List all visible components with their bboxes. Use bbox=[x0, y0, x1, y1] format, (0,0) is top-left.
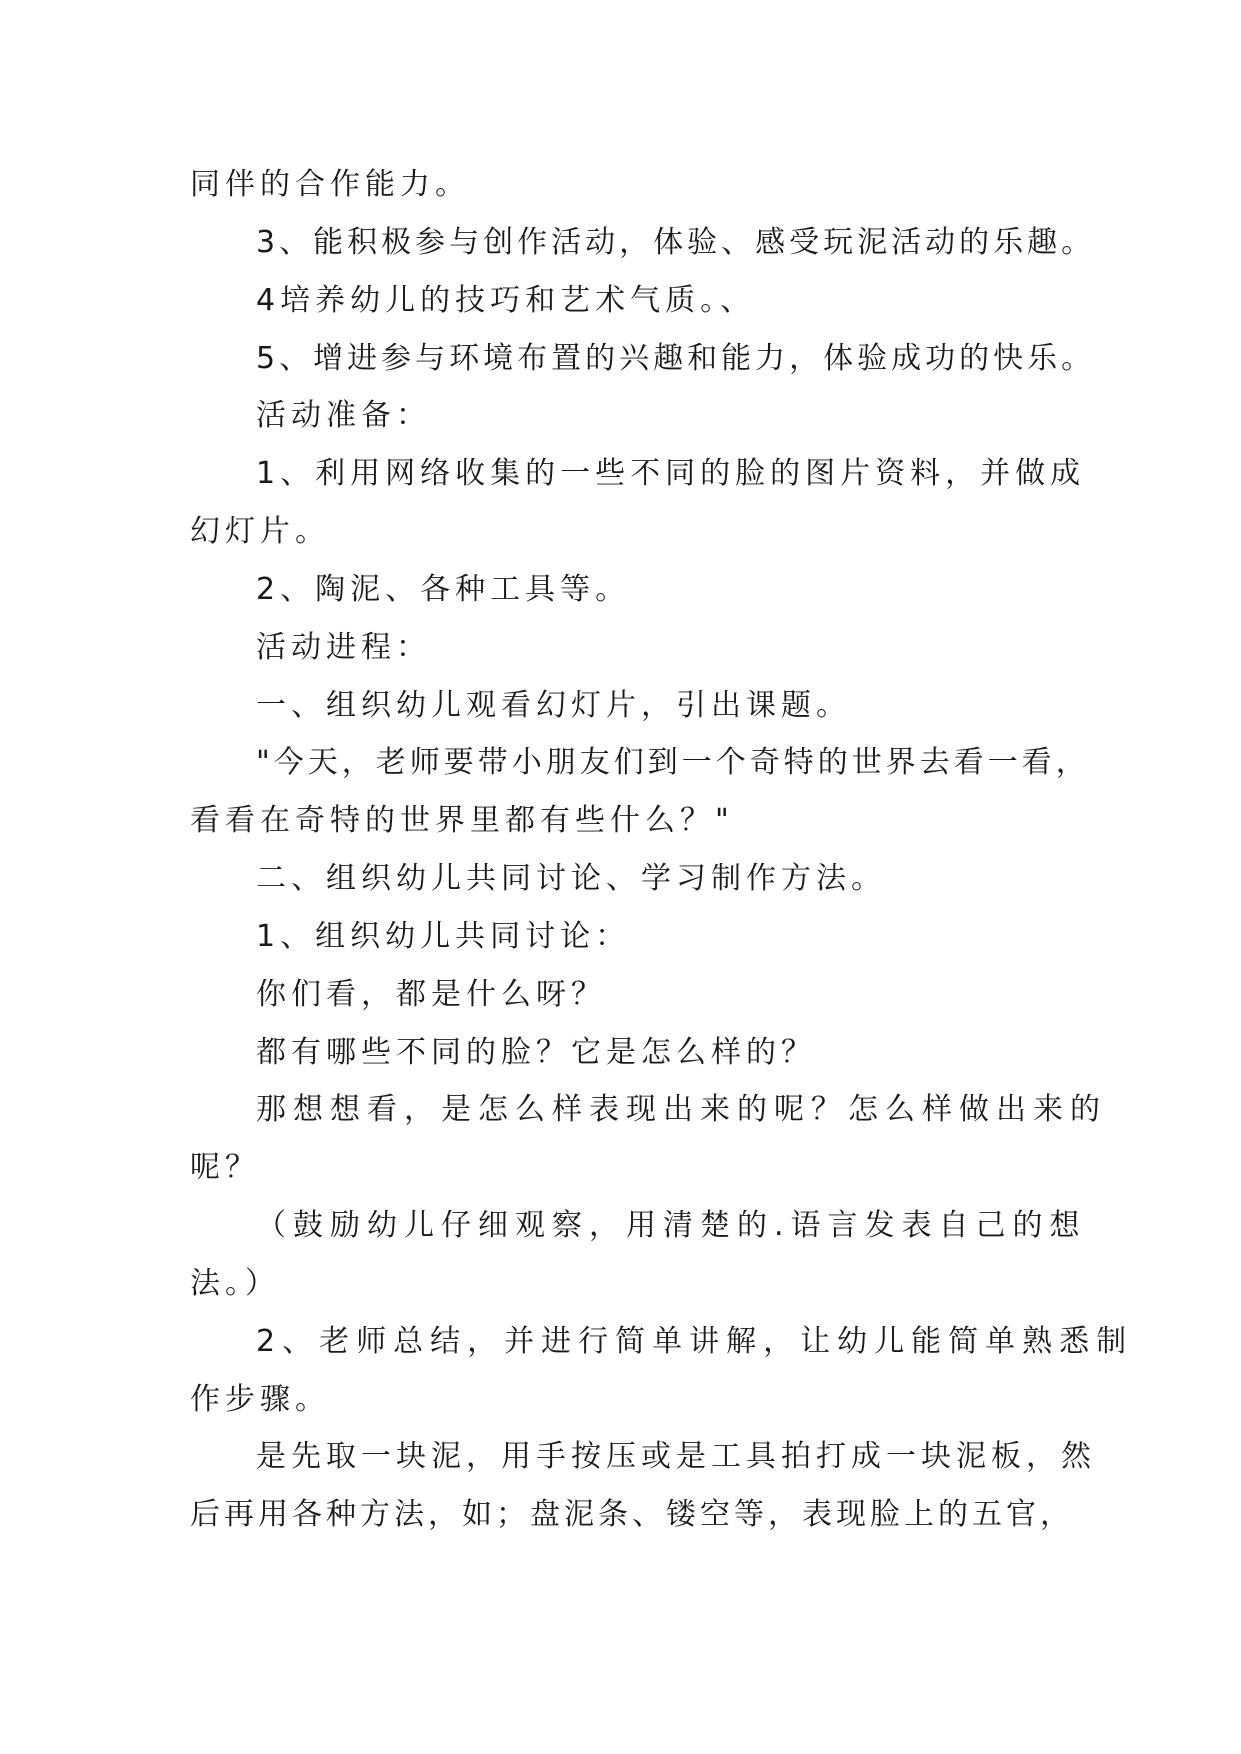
text-line: 3、能积极参与创作活动，体验、感受玩泥活动的乐趣。 bbox=[256, 225, 1096, 260]
text-line: 是先取一块泥，用手按压或是工具拍打成一块泥板，然 bbox=[256, 1439, 1096, 1474]
text-line: 看看在奇特的世界里都有些什么？" bbox=[190, 803, 734, 838]
text-line: （鼓励幼儿仔细观察，用清楚的.语言发表自己的想 bbox=[256, 1208, 1087, 1243]
text-line: 一、组织幼儿观看幻灯片，引出课题。 bbox=[256, 688, 851, 723]
text-line: 1、组织幼儿共同讨论： bbox=[256, 919, 631, 954]
text-line: 二、组织幼儿共同讨论、学习制作方法。 bbox=[256, 861, 886, 896]
text-line: 那想想看，是怎么样表现出来的呢？怎么样做出来的 bbox=[256, 1092, 1107, 1127]
text-line: 2、老师总结，并进行简单讲解，让幼儿能简单熟悉制 bbox=[256, 1324, 1134, 1359]
text-line: 活动准备： bbox=[256, 398, 431, 433]
text-line: 幻灯片。 bbox=[190, 514, 330, 549]
text-line: 同伴的合作能力。 bbox=[190, 167, 470, 202]
text-line: 5、增进参与环境布置的兴趣和能力，体验成功的快乐。 bbox=[256, 341, 1096, 376]
text-line: "今天，老师要带小朋友们到一个奇特的世界去看一看， bbox=[256, 745, 1090, 780]
text-line: 后再用各种方法，如；盘泥条、镂空等，表现脸上的五官， bbox=[190, 1497, 1074, 1532]
text-line: 你们看，都是什么呀？ bbox=[256, 977, 606, 1012]
text-line: 作步骤。 bbox=[190, 1382, 330, 1417]
text-line: 活动进程： bbox=[256, 630, 431, 665]
text-line: 呢？ bbox=[190, 1150, 260, 1185]
text-line: 1、利用网络收集的一些不同的脸的图片资料，并做成 bbox=[256, 456, 1086, 491]
text-line: 法。） bbox=[190, 1266, 280, 1301]
text-line: 4培养幼儿的技巧和艺术气质。、 bbox=[256, 283, 756, 318]
text-line: 2、陶泥、各种工具等。 bbox=[256, 572, 631, 607]
text-line: 都有哪些不同的脸？它是怎么样的？ bbox=[256, 1035, 816, 1070]
